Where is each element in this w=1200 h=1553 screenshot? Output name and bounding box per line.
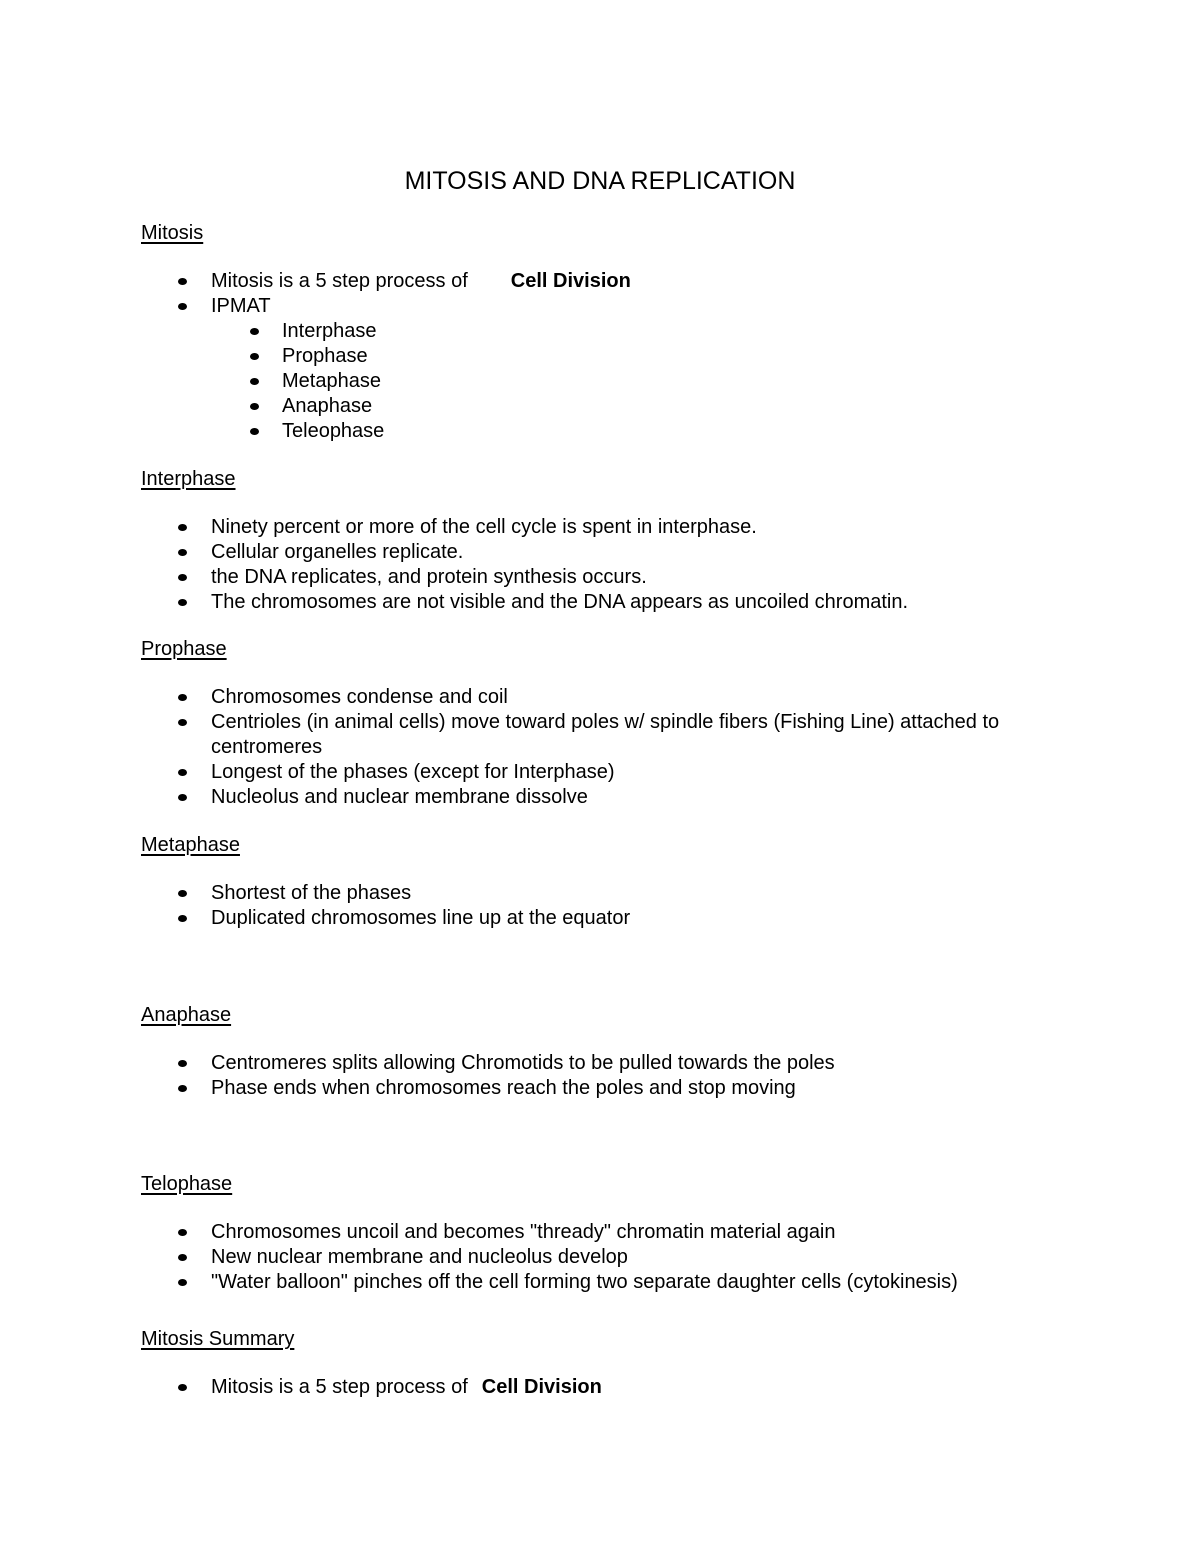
- bullet-icon: [178, 574, 187, 581]
- section-telophase: [141, 1172, 1061, 1295]
- document-title: MITOSIS AND DNA REPLICATION: [404, 167, 796, 195]
- sub-list-item-text: Metaphase: [282, 370, 381, 392]
- list-item: [141, 1270, 1061, 1295]
- bullet-icon: [178, 524, 187, 531]
- list-item-bold-text: Cell Division: [510, 270, 631, 292]
- list-item-text: Duplicated chromosomes line up at the equator: [211, 907, 631, 929]
- list-item-text: Chromosomes condense and coil: [211, 686, 508, 708]
- list-item-text: IPMAT: [211, 295, 271, 317]
- bullet-icon: [250, 353, 259, 360]
- list-item: [141, 565, 1061, 590]
- section-anaphase: [141, 1003, 1061, 1101]
- list-item-text: Centrioles (in animal cells) move toward poles w/ spindle fibers (Fishing Line) attached to centromeres: [211, 711, 1000, 758]
- list-item: [141, 881, 1061, 906]
- bullet-icon: [250, 403, 259, 410]
- section-heading-telophase: Telophase: [141, 1173, 233, 1195]
- sub-list-item-text: Anaphase: [282, 395, 373, 417]
- bullet-icon: [250, 328, 259, 335]
- list-item: [141, 269, 1061, 294]
- sub-list-item: [141, 344, 1061, 369]
- section-mitosis: [141, 221, 1061, 444]
- bullet-icon: [178, 769, 187, 776]
- list-item: [141, 515, 1061, 540]
- bullet-icon: [178, 1060, 187, 1067]
- bullet-icon: [178, 303, 187, 310]
- bullet-icon: [178, 719, 187, 726]
- bullet-icon: [178, 278, 187, 285]
- list-item: [141, 1220, 1061, 1245]
- sub-list-item-text: Teleophase: [282, 420, 385, 442]
- section-interphase: [141, 467, 1061, 615]
- sub-list-item-text: Interphase: [282, 320, 377, 342]
- list-item: [141, 1245, 1061, 1270]
- mitosis-list: [141, 269, 1061, 444]
- section-heading-interphase: Interphase: [141, 468, 236, 490]
- list-item: [141, 710, 1061, 760]
- list-item-bold-text: Cell Division: [481, 1376, 602, 1398]
- list-item: [141, 1051, 1061, 1076]
- bullet-icon: [178, 1384, 187, 1391]
- bullet-icon: [178, 599, 187, 606]
- bullet-icon: [178, 1279, 187, 1286]
- section-heading-anaphase: Anaphase: [141, 1004, 232, 1026]
- list-item-text: Mitosis is a 5 step process of: [211, 1376, 468, 1398]
- list-item: [141, 590, 1061, 615]
- list-item-text: Centromeres splits allowing Chromotids to be pulled towards the poles: [211, 1052, 835, 1074]
- list-item-text: Shortest of the phases: [211, 882, 412, 904]
- sub-list-item: [141, 394, 1061, 419]
- metaphase-list: [141, 881, 1061, 931]
- list-item-text: "Water balloon" pinches off the cell forming two separate daughter cells (cytokinesis): [211, 1271, 958, 1293]
- section-prophase: [141, 637, 1061, 810]
- sub-list-item-text: Prophase: [282, 345, 368, 367]
- anaphase-list: [141, 1051, 1061, 1101]
- interphase-list: [141, 515, 1061, 615]
- summary-list: [141, 1375, 1061, 1400]
- list-item-text: Cellular organelles replicate.: [211, 541, 464, 563]
- list-item-text: the DNA replicates, and protein synthesis occurs.: [211, 566, 647, 588]
- bullet-icon: [178, 549, 187, 556]
- list-item-text: Ninety percent or more of the cell cycle is spent in interphase.: [211, 516, 757, 538]
- sub-list-item: [141, 369, 1061, 394]
- list-item-text: Mitosis is a 5 step process of: [211, 270, 468, 292]
- section-heading-mitosis: Mitosis: [141, 222, 204, 244]
- prophase-list: [141, 685, 1061, 810]
- list-item-text: The chromosomes are not visible and the DNA appears as uncoiled chromatin.: [211, 591, 909, 613]
- list-item-text: Longest of the phases (except for Interphase): [211, 761, 615, 783]
- section-metaphase: [141, 833, 1061, 931]
- sub-list-item: [141, 319, 1061, 344]
- bullet-icon: [178, 1229, 187, 1236]
- section-heading-metaphase: Metaphase: [141, 834, 240, 856]
- list-item-text: Chromosomes uncoil and becomes "thready" chromatin material again: [211, 1221, 836, 1243]
- list-item: [141, 906, 1061, 931]
- list-item-text: Nucleolus and nuclear membrane dissolve: [211, 786, 588, 808]
- telophase-list: [141, 1220, 1061, 1295]
- list-item-text: New nuclear membrane and nucleolus develop: [211, 1246, 628, 1268]
- bullet-icon: [178, 794, 187, 801]
- bullet-icon: [178, 890, 187, 897]
- bullet-icon: [178, 1085, 187, 1092]
- list-item: [141, 685, 1061, 710]
- bullet-icon: [178, 1254, 187, 1261]
- sub-list-item: [141, 419, 1061, 444]
- bullet-icon: [250, 378, 259, 385]
- list-item-text: Phase ends when chromosomes reach the poles and stop moving: [211, 1077, 796, 1099]
- section-mitosis-summary: [141, 1327, 1061, 1400]
- bullet-icon: [178, 694, 187, 701]
- list-item: [141, 294, 1061, 444]
- section-heading-mitosis-summary: Mitosis Summary: [141, 1328, 295, 1350]
- list-item: [141, 1076, 1061, 1101]
- list-item: [141, 785, 1061, 810]
- list-item: [141, 540, 1061, 565]
- list-item: [141, 760, 1061, 785]
- phase-list: [141, 319, 1061, 444]
- section-heading-prophase: Prophase: [141, 638, 227, 660]
- bullet-icon: [250, 428, 259, 435]
- list-item: [141, 1375, 1061, 1400]
- bullet-icon: [178, 915, 187, 922]
